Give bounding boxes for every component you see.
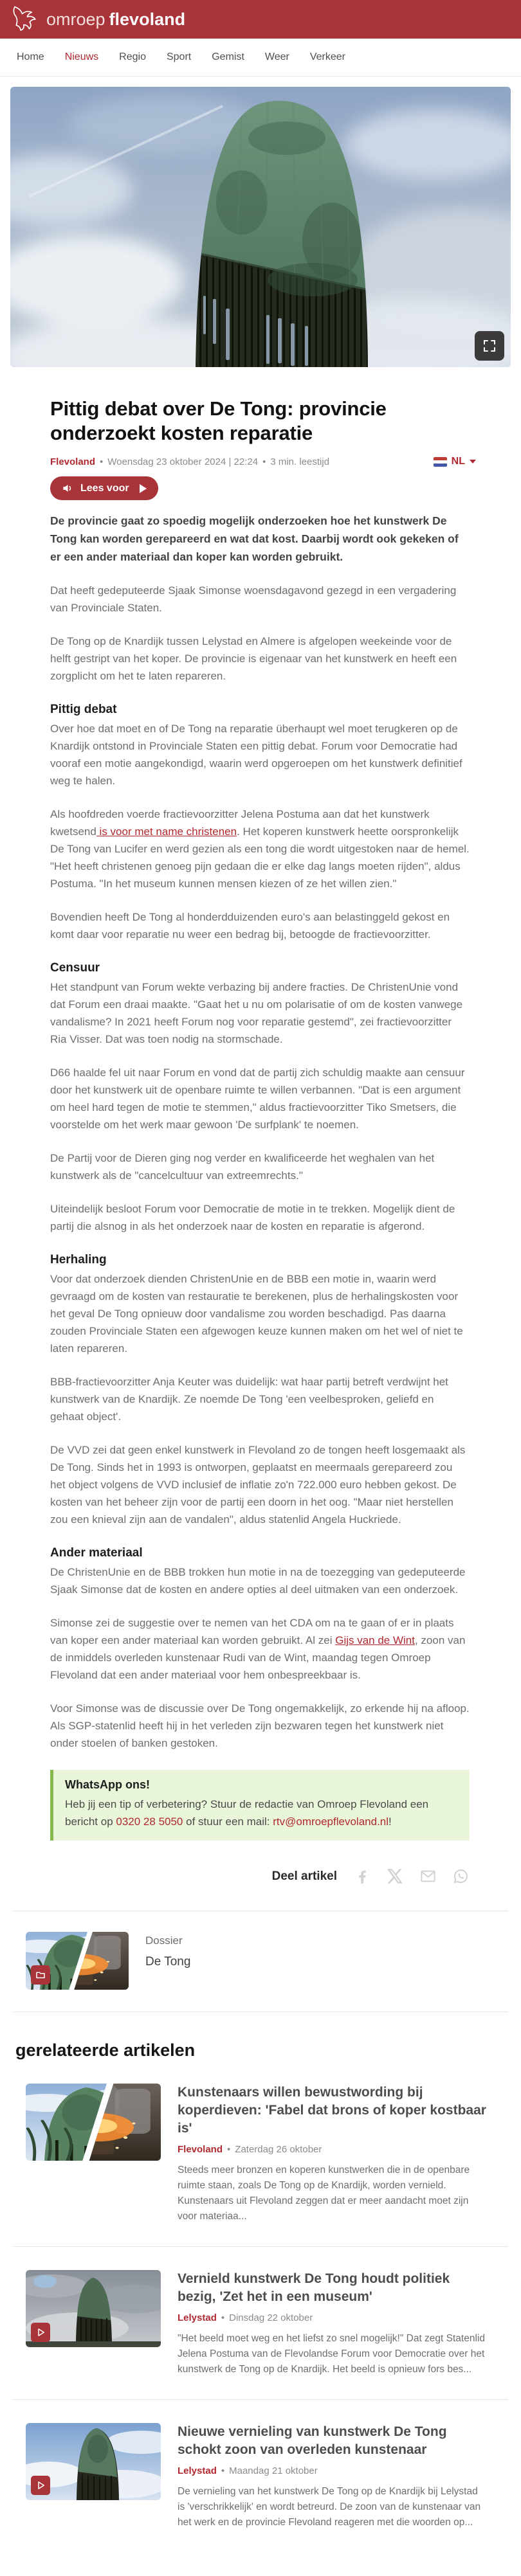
fullscreen-button[interactable]	[475, 331, 504, 361]
related-article-thumbnail[interactable]	[26, 2084, 161, 2161]
main-nav	[0, 39, 521, 77]
article-paragraph: D66 haalde fel uit naar Forum en vond dat de partij zich schuldig maakte aan censuur door het kunstwerk uit de openbare ruimte te willen verbannen. "Dat is een argument om heel hard tegen de motie te stemmen," aldus fractievoorzitter Tiko Smetsers, die voorstelde om het werk maar gewoon 'De surfplank' te noemen.	[50, 1067, 465, 1131]
listen-button-label: Lees voor	[80, 482, 129, 494]
share-whatsapp-icon[interactable]	[452, 1868, 470, 1885]
related-heading: gerelateerde artikelen	[15, 2040, 196, 2060]
share-x-icon[interactable]	[387, 1868, 404, 1885]
language-code: NL	[451, 456, 465, 467]
share-row	[50, 1868, 470, 1885]
meta-separator: •	[221, 2312, 225, 2323]
meta-separator: •	[227, 2144, 231, 2155]
fullscreen-icon	[482, 338, 497, 354]
nav-item-gemist[interactable]: Gemist	[212, 51, 244, 62]
dossier-text	[145, 1932, 190, 1969]
article-title: Pittig debat over De Tong: provincie onderzoekt kosten reparatie	[50, 397, 387, 444]
related-article-region[interactable]: Flevoland	[178, 2144, 223, 2155]
article-paragraph: Uiteindelijk besloot Forum voor Democratie de motie in te trekken. Mogelijk dient de partij die alsnog in als het onderzoek naar de kosten en reparatie is afgerond.	[50, 1203, 455, 1232]
whatsapp-text-before: Heb jij een tip of verbetering? Stuur de redactie van Omroep Flevoland een bericht op	[65, 1798, 429, 1828]
nav-item-home[interactable]: Home	[17, 51, 44, 62]
hero-tower-photo	[10, 87, 511, 367]
meta-separator: •	[221, 2465, 225, 2476]
article-paragraph: BBB-fractievoorzitter Anja Keuter was duidelijk: wat haar partij betreft verdwijnt het kunstwerk van de Knardijk. Ze noemde De Tong 'een veelbesproken, geliefd en gehaat object'.	[50, 1376, 448, 1423]
dossier-card[interactable]	[26, 1932, 521, 1990]
related-article-meta	[178, 2312, 488, 2323]
whatsapp-text-middle: of stuur een mail:	[183, 1815, 273, 1828]
related-article[interactable]	[26, 2270, 521, 2377]
related-article-excerpt: De vernieling van het kunstwerk De Tong op de Knardijk bij Lelystad is 'verschrikkelijk' en wordt betreurd. De zoon van de kunstenaar van het werk en de provincie Flevoland reageren met die woorden op...	[178, 2486, 481, 2528]
whatsapp-text-after: !	[388, 1815, 392, 1828]
article-date: Woensdag 23 oktober 2024 | 22:24	[107, 456, 259, 467]
brand-text-omroep: omroep	[46, 9, 105, 29]
nav-item-regio[interactable]: Regio	[119, 51, 146, 62]
video-play-badge	[31, 2476, 50, 2495]
related-article-meta	[178, 2465, 488, 2476]
article-paragraph: De Partij voor de Dieren ging nog verder en kwalificeerde het weghalen van het kunstwerk als de "cancelcultuur van extreemrechts."	[50, 1152, 435, 1182]
related-article[interactable]	[26, 2423, 521, 2530]
related-article-date: Dinsdag 22 oktober	[229, 2312, 313, 2323]
related-article-excerpt: "Het beeld moet weg en het liefst zo snel mogelijk!" Dat zegt Statenlid Jelena Postuma van de Flevolandse Forum voor Democratie over het kunstwerk de Tong op de Knardijk. Het beeld is opnieuw fors bes...	[178, 2333, 485, 2375]
language-selector[interactable]	[434, 456, 476, 467]
dossier-thumbnail[interactable]	[26, 1932, 129, 1990]
article-read-time: 3 min. leestijd	[270, 456, 330, 467]
inline-link[interactable]: is voor met name christenen	[96, 825, 237, 838]
related-article-meta	[178, 2144, 488, 2155]
article	[50, 397, 470, 1885]
related-article-date: Maandag 21 oktober	[229, 2465, 318, 2476]
dossier-folder-badge	[31, 1965, 50, 1985]
whatsapp-box-title: WhatsApp ons!	[65, 1778, 150, 1791]
article-paragraph: Voor dat onderzoek dienden ChristenUnie en de BBB een motie in, waarin werd gevraagd om de kosten van restauratie te berekenen, plus de herhalingskosten voor het geval De Tong opnieuw door vandalisme zou worden beschadigd. Pas daarna zouden Provinciale Staten een afgewogen keuze kunnen maken om het wel of niet te laten repareren.	[50, 1273, 463, 1355]
article-paragraph: De VVD zei dat geen enkel kunstwerk in Flevoland zo de tongen heeft losgemaakt als De Tong. Sinds het in 1993 is ontworpen, geplaatst en meermaals gerepareerd zou het object volgens de VVD inclusief de inflatie zo'n 722.000 euro hebben gekost. De kosten van het beheer zijn voor de partij een doorn in het oog. "Maar niet herstellen zou een knieval zijn aan de vandalen", aldus statenlid Angela Huckriede.	[50, 1444, 466, 1526]
whatsapp-box-text	[65, 1796, 458, 1830]
nl-flag-icon	[434, 457, 447, 467]
play-icon	[35, 2327, 46, 2338]
folder-icon	[35, 1969, 46, 1981]
listen-button[interactable]	[50, 476, 158, 500]
dossier-kicker: Dossier	[145, 1934, 183, 1947]
article-paragraph: Het standpunt van Forum wekte verbazing bij andere fracties. De ChristenUnie vond dat Forum een draai maakte. "Gaat het u nu om polarisatie of om de kosten vanwege vandalisme? In 2021 heeft Forum nog voor reparatie gestemd", zei fractievoorzitter Ria Visser. Dat was toen nodig na stormschade.	[50, 981, 463, 1045]
divider	[13, 2246, 508, 2247]
divider	[13, 2399, 508, 2400]
section-heading: Pittig debat	[50, 703, 117, 716]
related-article-thumbnail[interactable]	[26, 2270, 161, 2347]
article-paragraph: De ChristenUnie en de BBB trokken hun motie in na de toezegging van gedeputeerde Sjaak Simonse dat de kosten en andere opties al deel uitmaken van een onderzoek.	[50, 1566, 466, 1596]
article-paragraph: Voor Simonse was de discussie over De Tong ongemakkelijk, zo erkende hij na afloop. Als SGP-statenlid heeft hij in het verleden zijn bezwaren tegen het kunstwerk niet onder stoelen of banken gestoken.	[50, 1702, 470, 1749]
article-paragraph: De Tong op de Knardijk tussen Lelystad en Almere is afgelopen weekeinde voor de helft gestript van het koper. De provincie is eigenaar van het kunstwerk en heeft een zorgplicht om het te laten repareren.	[50, 635, 457, 682]
article-body	[50, 512, 470, 1752]
section-heading: Ander materiaal	[50, 1546, 143, 1560]
play-icon	[35, 2480, 46, 2491]
article-paragraph: Als hoofdreden voerde fractievoorzitter Jelena Postuma aan dat het kunstwerk kwetsend is voor met name christenen. Het koperen kunstwerk heette oorspronkelijk De Tong van Lucifer en werd gezien als een tong die wordt uitgestoken naar de hemel. "Het heeft christenen genoeg pijn gedaan die er elke dag langs moeten rijden", aldus Postuma. "In het museum kunnen mensen kiezen of ze het willen zien."	[50, 808, 470, 890]
nav-item-weer[interactable]: Weer	[264, 51, 289, 62]
article-paragraph: Bovendien heeft De Tong al honderdduizenden euro's aan belastinggeld gekost en komt daar voor reparatie nu weer een bedrag bij, betoogde de fractievoorzitter.	[50, 911, 450, 941]
related-article-date: Zaterdag 26 oktober	[235, 2144, 322, 2155]
site-header	[0, 0, 521, 39]
article-paragraph: Simonse zei de suggestie over te nemen van het CDA om na te gaan of er in plaats van koper een ander materiaal kan worden gebruikt. Al zei Gijs van de Wint, zoon van de inmiddels overleden kunstenaar Rudi van de Wint, maandag tegen Omroep Flevoland dat een ander materiaal voor hem onbespreekbaar is.	[50, 1617, 466, 1681]
inline-link[interactable]: Gijs van de Wint	[335, 1634, 415, 1646]
share-label: Deel artikel	[271, 1869, 337, 1883]
play-icon	[140, 484, 147, 493]
related-article-excerpt: Steeds meer bronzen en koperen kunstwerken die in de openbare ruimte staan, zoals De Tong op de Knardijk, worden vernield. Kunstenaars uit Flevoland zeggen dat er meer aandacht moet zijn voor materiaa...	[178, 2165, 470, 2222]
related-article-text	[178, 2423, 488, 2530]
hero-image	[10, 87, 511, 367]
brand-text-flevoland: flevoland	[109, 9, 186, 29]
bird-logo-icon	[10, 6, 41, 33]
related-article-region[interactable]: Lelystad	[178, 2312, 217, 2323]
share-email-icon[interactable]	[419, 1868, 437, 1885]
related-article-title[interactable]: Nieuwe vernieling van kunstwerk De Tong schokt zoon van overleden kunstenaar	[178, 2424, 447, 2457]
email-link[interactable]: rtv@omroepflevoland.nl	[273, 1815, 389, 1828]
phone-link[interactable]: 0320 28 5050	[116, 1815, 183, 1828]
related-article-title[interactable]: Kunstenaars willen bewustwording bij koperdieven: 'Fabel dat brons of koper kostbaar is'	[178, 2085, 486, 2136]
article-paragraph: Dat heeft gedeputeerde Sjaak Simonse woensdagavond gezegd in een vergadering van Provinciale Staten.	[50, 584, 457, 614]
related-section	[0, 2040, 521, 2530]
related-article-thumbnail[interactable]	[26, 2423, 161, 2500]
related-article[interactable]	[26, 2084, 521, 2224]
dossier-title[interactable]: De Tong	[145, 1955, 191, 1968]
article-intro: De provincie gaat zo spoedig mogelijk onderzoeken hoe het kunstwerk De Tong kan worden gerepareerd en wat dat kost. Daarbij wordt ook gekeken of er een ander materiaal dan koper kan worden gebruikt.	[50, 514, 459, 563]
meta-separator: •	[100, 456, 104, 467]
related-article-text	[178, 2270, 488, 2377]
section-heading: Censuur	[50, 961, 100, 975]
article-region-link[interactable]: Flevoland	[50, 456, 96, 467]
whatsapp-box	[50, 1770, 470, 1841]
related-article-text	[178, 2084, 488, 2224]
section-heading: Herhaling	[50, 1253, 107, 1266]
nav-item-verkeer[interactable]: Verkeer	[309, 51, 345, 62]
article-meta	[50, 456, 470, 467]
related-article-region[interactable]: Lelystad	[178, 2465, 217, 2476]
speaker-icon	[62, 482, 74, 494]
video-play-badge	[31, 2323, 50, 2342]
nav-item-sport[interactable]: Sport	[166, 51, 192, 62]
brand-logo[interactable]	[10, 6, 185, 33]
article-paragraph: Over hoe dat moet en of De Tong na reparatie überhaupt wel moet terugkeren op de Knardijk ontstond in Provinciale Staten een pittig debat. Forum voor Democratie had vooraf een motie aangekondigd, waarin werd opgeroepen om het kunstwerk definitief weg te halen.	[50, 723, 462, 787]
related-article-title[interactable]: Vernield kunstwerk De Tong houdt politiek bezig, 'Zet het in een museum'	[178, 2271, 450, 2304]
meta-separator: •	[262, 456, 266, 467]
nav-item-nieuws[interactable]: Nieuws	[64, 51, 99, 62]
caret-down-icon	[470, 460, 476, 464]
share-facebook-icon[interactable]	[354, 1868, 371, 1885]
